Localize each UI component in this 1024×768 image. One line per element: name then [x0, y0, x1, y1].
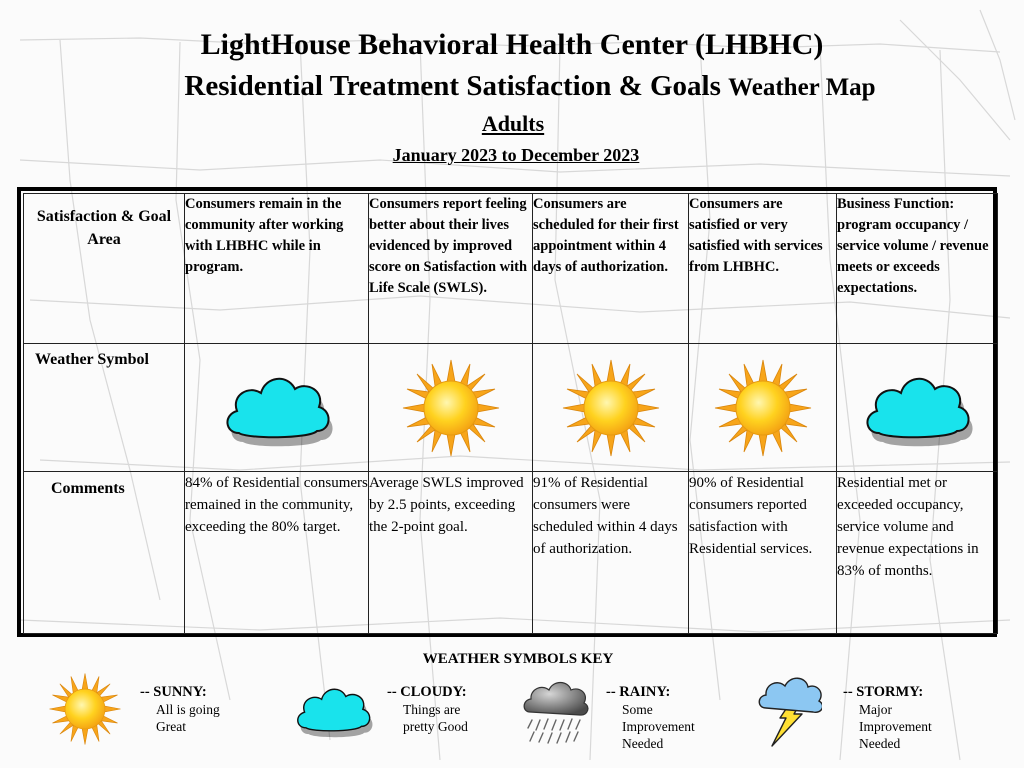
subtitle-main: Residential Treatment Satisfaction & Goals: [184, 70, 721, 102]
weather-map-table: [23, 193, 998, 634]
goal-area-cell: Consumers are satisfied or very satisfied with services from LHBHC.: [689, 194, 837, 344]
key-item-name: -- SUNNY:: [140, 684, 207, 700]
symbol-cell: [185, 344, 369, 472]
key-item-name: -- CLOUDY:: [387, 684, 467, 700]
comment-cell: 90% of Residential consumers reported satisfaction with Residential services.: [689, 472, 837, 634]
key-item-sunny: [140, 684, 220, 735]
row-label-comments-text: Comments: [51, 480, 125, 497]
storm-cloud-icon: [756, 672, 822, 754]
symbol-cell: [533, 344, 689, 472]
sun-icon: [713, 358, 813, 458]
key-item-stormy: [843, 684, 932, 752]
key-item-desc: Improvement: [859, 719, 932, 734]
page-title: LightHouse Behavioral Health Center (LHBHC): [200, 28, 824, 61]
key-item-desc: Things are: [403, 702, 461, 717]
key-item-desc: Major: [859, 702, 892, 717]
key-item-desc: Needed: [859, 736, 901, 751]
key-item-desc: Needed: [622, 736, 664, 751]
key-item-name: -- STORMY:: [843, 684, 924, 700]
page-subtitle: [0, 70, 1024, 103]
symbol-cell: [369, 344, 533, 472]
key-item-cloudy: [387, 684, 468, 735]
key-item-desc: Improvement: [622, 719, 695, 734]
goal-area-cell: Consumers are scheduled for their first appointment within 4 days of authorization.: [533, 194, 689, 344]
cloud-icon: [217, 363, 337, 453]
comment-cell: 91% of Residential consumers were scheduled within 4 days of authorization.: [533, 472, 689, 634]
goal-area-cell: Business Function: program occupancy / service volume / revenue meets or exceeds expectations.: [837, 194, 998, 344]
symbol-cell: [837, 344, 998, 472]
row-label-symbol: [24, 344, 185, 472]
population-label: Adults: [481, 111, 545, 136]
comment-cell: Average SWLS improved by 2.5 points, exceeding the 2-point goal.: [369, 472, 533, 634]
goal-area-cell: Consumers report feeling better about their lives evidenced by improved score on Satisfaction with Life Scale (SWLS).: [369, 194, 533, 344]
row-label-symbol-text: Weather Symbol: [35, 351, 149, 368]
rain-cloud-icon: [520, 674, 592, 748]
sun-icon: [48, 672, 122, 746]
key-item-name: -- RAINY:: [606, 684, 671, 700]
comment-cell: 84% of Residential consumers remained in the community, exceeding the 80% target.: [185, 472, 369, 634]
table-row: [24, 472, 998, 634]
date-range: January 2023 to December 2023: [392, 145, 640, 165]
key-item-desc: All is going: [156, 702, 220, 717]
row-label-area-text: Satisfaction & Goal Area: [36, 208, 172, 248]
goal-area-cell: Consumers remain in the community after working with LHBHC while in program.: [185, 194, 369, 344]
key-item-desc: pretty Good: [403, 719, 468, 734]
key-item-rainy: [606, 684, 695, 752]
subtitle-suffix: Weather Map: [728, 74, 876, 101]
symbol-cell: [689, 344, 837, 472]
key-item-desc: Some: [622, 702, 653, 717]
key-item-desc: Great: [156, 719, 186, 734]
cloud-icon: [857, 363, 977, 453]
key-title: WEATHER SYMBOLS KEY: [422, 651, 614, 667]
comment-cell: Residential met or exceeded occupancy, service volume and revenue expectations in 83% of months.: [837, 472, 998, 634]
table-row: [24, 194, 998, 344]
row-label-comments: [24, 472, 185, 634]
table-row: [24, 344, 998, 472]
sun-icon: [401, 358, 501, 458]
sun-icon: [561, 358, 661, 458]
row-label-area: [24, 194, 185, 344]
cloud-icon: [290, 678, 376, 742]
